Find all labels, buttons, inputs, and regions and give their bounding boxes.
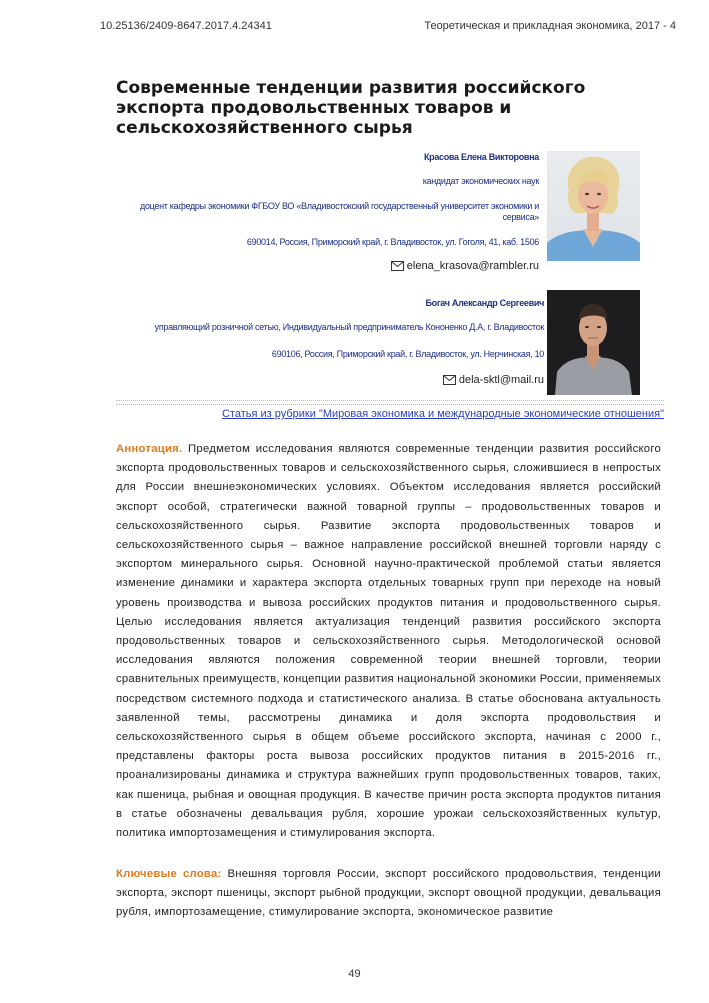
- journal-title: Теоретическая и прикладная экономика, 2017 - 4: [424, 20, 676, 32]
- abstract: [116, 440, 661, 843]
- author-2-position: управляющий розничной сетью, Индивидуальный предприниматель Кононенко Д.А, г. Владивосток: [154, 322, 544, 332]
- author-2-photo: [547, 290, 640, 395]
- author-1-name: Красова Елена Викторовна: [423, 152, 539, 162]
- abstract-text: Предметом исследования являются современные тенденции развития российского экспорта продовольственных товаров и сельскохозяйственного сырья, сложившиеся в непростых для России внешнеэкономических условиях. Объектом исследования является российский экспорт особой, стратегически важной товарной группы – продовольственных товаров и сельскохозяйственного сырья. Развитие экспорта продовольственных товаров и сельскохозяйственного сырья – важное направление российской внешней торговли наряду с экспортом минерального сырья. Основной научно-практической проблемой статьи является изменение динамики и характера экспорта отдельных товарных групп при переходе на новый уровень производства и вывоза российских продуктов питания и продовольственного сырья. Целью исследования является актуализация тенденций развития российского экспорта продовольственных товаров и сельскохозяйственного сырья. Методологической основой исследования являются положения современной теории внешней торговли, теории сравнительных преимуществ, концепции развития национальной экономики России, применяемых посредством системного подхода и статистического анализа. В статье обоснована актуальность заявленной темы, рассмотрены динамика и доля экспорта продовольствия и сельскохозяйственного сырья в общем объеме российского экспорта, начиная с 2000 г., представлены факторы роста вывоза российских продуктов питания в 2015-2016 гг., проанализированы динамика и структура важнейших групп продовольственных товаров, таких, как пшеница, рыбная и овощная продукция. В качестве причин роста экспорта продуктов питания в статье обозначены девальвация рубля, хорошие урожаи сельскохозяйственных культур, политика импортозамещения и стимулирования экспорта.: [116, 443, 661, 840]
- author-1: [109, 152, 539, 272]
- author-2-address: 690106, Россия, Приморский край, г. Владивосток, ул. Нерчинская, 10: [271, 349, 544, 359]
- author-1-email-row: [109, 260, 539, 272]
- rubric-link[interactable]: Статья из рубрики "Мировая экономика и международные экономические отношения": [221, 408, 664, 420]
- envelope-icon: [391, 261, 404, 271]
- author-1-degree: кандидат экономических наук: [422, 176, 539, 186]
- abstract-label: Аннотация.: [116, 443, 183, 455]
- divider: [116, 400, 664, 401]
- author-2-email[interactable]: dela-sktl@mail.ru: [458, 374, 544, 386]
- keywords-label: Ключевые слова:: [116, 868, 222, 880]
- doi: 10.25136/2409-8647.2017.4.24341: [100, 20, 272, 32]
- keywords-text: Внешняя торговля России, экспорт российского продовольствия, тенденции экспорта, экспорт пшеницы, экспорт рыбной продукции, экспорт овощной продукции, девальвация рубля, импортозамещение, стимулирование экспорта, экономическое развитие: [116, 868, 661, 919]
- keywords: [116, 865, 661, 923]
- envelope-icon: [443, 375, 456, 385]
- divider: [116, 404, 664, 405]
- author-1-position: доцент кафедры экономики ФГБОУ ВО «Владивостокский государственный университет экономики и сервиса»: [140, 201, 539, 222]
- page-number: 49: [348, 968, 361, 980]
- article-title: Современные тенденции развития российского экспорта продовольственных товаров и сельскохозяйственного сырья: [116, 78, 586, 138]
- author-1-photo: [547, 151, 640, 261]
- author-2-name: Богач Александр Сергеевич: [425, 298, 544, 308]
- author-2: [114, 298, 544, 386]
- author-1-email[interactable]: elena_krasova@rambler.ru: [406, 260, 539, 272]
- author-2-email-row: [114, 374, 544, 386]
- author-1-address: 690014, Россия, Приморский край, г. Владивосток, ул. Гоголя, 41, каб. 1506: [246, 237, 539, 247]
